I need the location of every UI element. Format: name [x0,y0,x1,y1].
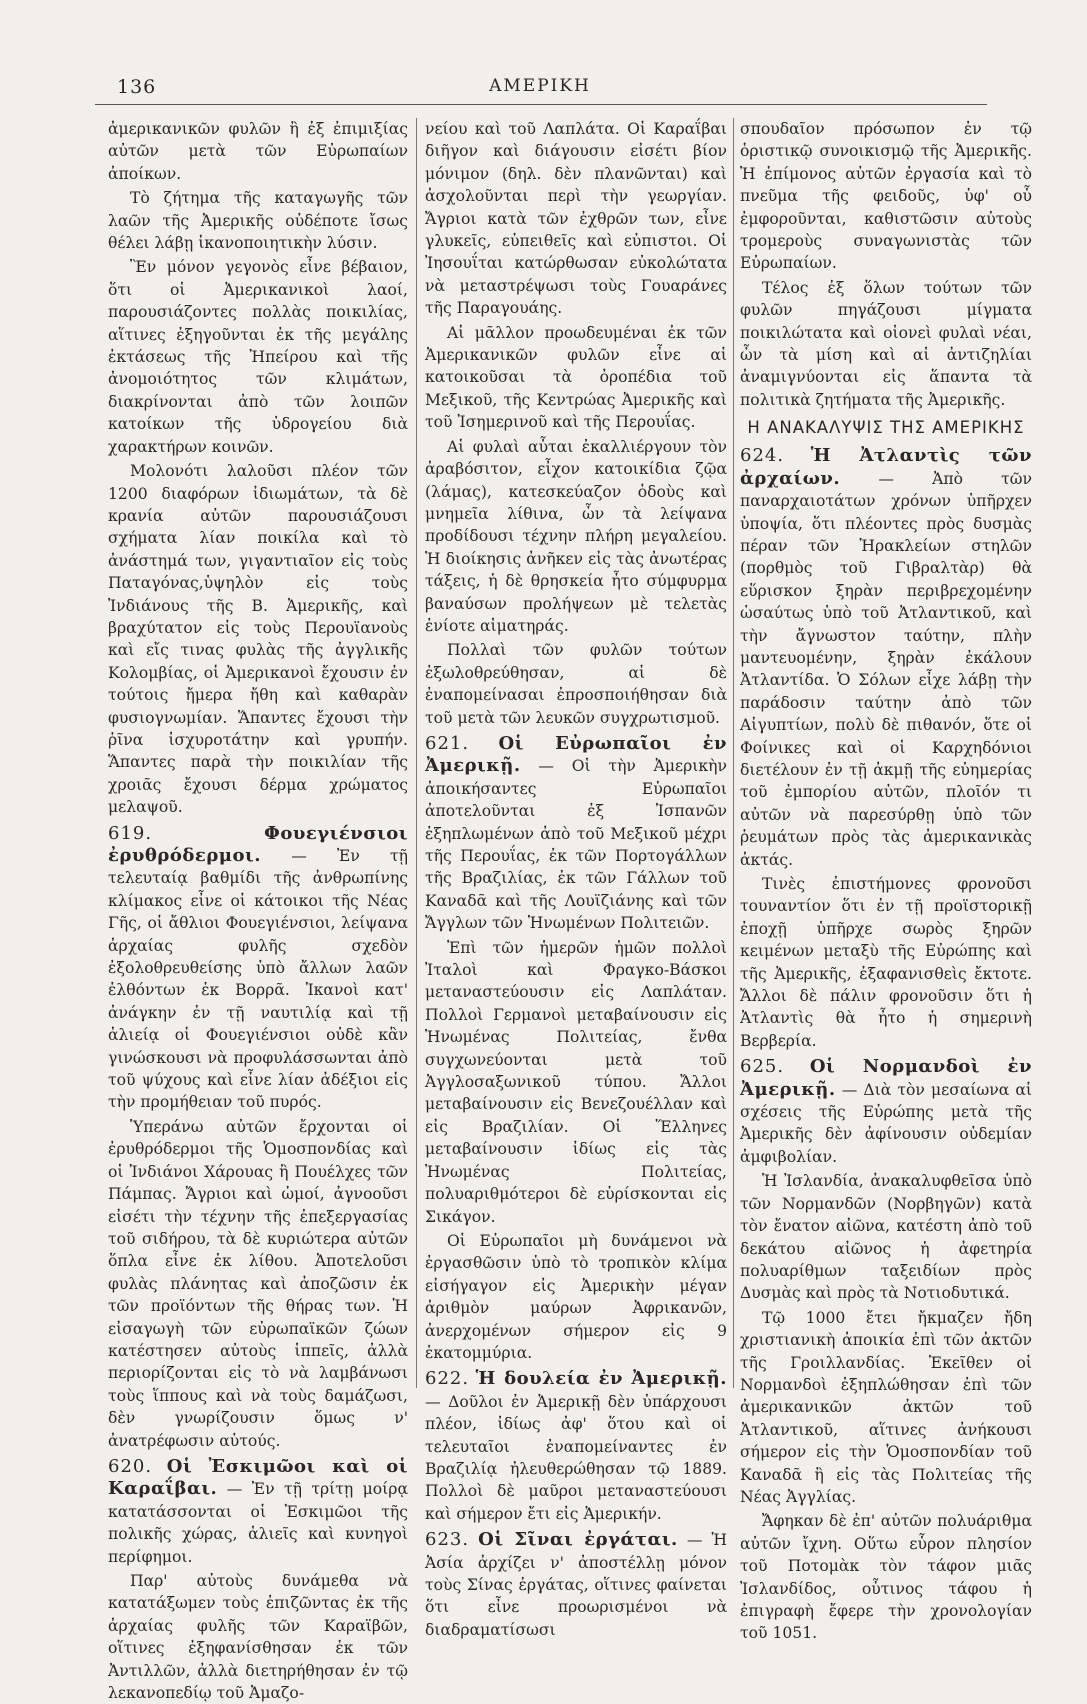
entry-title: Οἱ Νορμανδοὶ ἐν Ἀμερικῇ. [740,1056,1032,1100]
entry-622 [425,1368,727,1525]
paragraph: Ὑπεράνω αὐτῶν ἔρχονται οἱ ἐρυθρόδερμοι τῆς Ὁμοσπονδίας καὶ οἱ Ἰνδιάνοι Χάρουας ἢ Πουέλχες τῶν Πάμπας. Ἄγριοι καὶ ὠμοί, ἀγνοοῦσι εἰσέτι τὴν τέχνην τῆς ἐπεξεργασίας τοῦ σιδήρου, τὰ δὲ κυριώτερα αὐτῶν ὅπλα εἶνε ἐκ λίθου. Ἀποτελοῦσι φυλὰς πλάνητας καὶ ἀποζῶσιν ἐκ τῶν προϊόντων τῆς θήρας των. Ἡ εἰσαγωγὴ τῶν εὐρωπαϊκῶν ζώων κατέστησεν αὐτοὺς ἱππεῖς, ἀλλὰ περιορίζονται εἰς τὸ νὰ λαμβάνωσι τοὺς ἵππους καὶ νὰ τοὺς δαμάζωσι, δὲν γνωρίζουσιν ὅμως ν' ἀνατρέφωσιν αὐτούς. [108,1117,408,1450]
entry-number: 622. [425,1368,470,1390]
entry-number: 621. [425,732,470,754]
entry-title: Φουεγιένσιοι ἐρυθρόδερμοι. [108,822,408,866]
paragraph: Τὸ ζήτημα τῆς καταγωγῆς τῶν λαῶν τῆς Ἀμερικῆς οὐδέποτε ἴσως θέλει λάβῃ ἱκανοποιητικὴν λύσιν. [108,189,408,253]
text-column-3 [740,118,1032,1643]
running-head: ΑΜΕΡΙΚΗ [489,76,591,96]
entry-621 [425,733,727,935]
entry-number: 624. [740,445,785,467]
entry-title: Οἱ Σῖναι ἐργάται. [478,1529,678,1551]
header-rule [95,104,987,105]
entry-625 [740,1056,1032,1168]
entry-number: 625. [740,1056,785,1078]
entry-620 [108,1456,408,1568]
entry-text: — Διὰ τὸν μεσαίωνα αἱ σχέσεις τῆς Εὐρώπης μετὰ τῆς Ἀμερικῆς δὲν ἀφίνουσιν οὐδεμίαν ἀμφιβολίαν. [740,1080,1032,1166]
paragraph: Ἄφηκαν δὲ ἐπ' αὐτῶν πολυάριθμα αὐτῶν ἴχνη. Οὕτω εὗρον πλησίον τοῦ Ποτομὰκ τὸν τάφον μιᾶς Ἰσλανδίδος, οὗτινος τάφου ἡ ἐπιγραφὴ ἔφερε τὴν χρονολογίαν τοῦ 1051. [740,1512,1032,1643]
column-divider [733,118,734,1388]
entry-text: — Ἀπὸ τῶν παναρχαιοτάτων χρόνων ὑπῆρχεν ὑποψία, ὅτι πλέοντες πρὸς δυσμὰς πέραν τῶν Ἡρακλείων στηλῶν (πορθμὸς τοῦ Γιβραλτὰρ) θὰ εὕρισκον ξηρὰν περιβρεχομένην ὡσαύτως ὑπὸ τοῦ Ἀτλαντικοῦ, καὶ τὴν ἄγνωστον ταύτην, πλὴν μαντευομένην, ξηρὰν ἐκάλουν Ἀτλαντίδα. Ὁ Σόλων εἶχε λάβῃ τὴν παράδοσιν ταύτην ἀπὸ τῶν Αἰγυπτίων, πολὺ δὲ πιθανόν, ὅτε οἱ Φοίνικες καὶ οἱ Καρχηδόνιοι διετέλουν ἐν τῇ ἀκμῇ τῆς εὐημερίας τοῦ ἐμπορίου αὐτῶν, πλοῖόν τι αὐτῶν νὰ παρεσύρθῃ ὑπὸ τῶν ῥευμάτων πρὸς τὰς ἀμερικανικὰς ἀκτάς. [740,469,1032,869]
entry-title: Οἱ Ἐσκιμῶοι καὶ οἱ Καραΐβαι. [108,1455,408,1500]
text-column-1 [108,118,408,1703]
paragraph: Ἓν μόνον γεγονὸς εἶνε βέβαιον, ὅτι οἱ Ἀμερικανικοὶ λαοί, παρουσιάζοντες πολλὰς ποικιλίας, αἵτινες ἐξηγοῦνται ἐκ τῆς μεγάλης ἐκτάσεως τῆς Ἠπείρου καὶ τῆς ἀνομοιότητος τῶν κλιμάτων, διακρίνονται ἀπὸ τῶν λοιπῶν κατοίκων τῆς ὑδρογείου διὰ χαρακτήρων κοινῶν. [108,258,408,456]
entry-624 [740,445,1032,871]
entry-title: Ἡ Ἀτλαντὶς τῶν ἀρχαίων. [740,445,1032,489]
paragraph: Πολλαὶ τῶν φυλῶν τούτων ἐξωλοθρεύθησαν, αἱ δὲ ἐναπομείνασαι ἐπροσποιήθησαν διὰ τοῦ μετὰ τῶν λευκῶν συγχρωτισμοῦ. [425,641,727,727]
paragraph: σπουδαῖον πρόσωπον ἐν τῷ ὁριστικῷ συνοικισμῷ τῆς Ἀμερικῆς. Ἡ ἐπίμονος αὐτῶν ἐργασία καὶ τὸ πνεῦμα τῆς φειδοῦς, ὑφ' οὗ ἐμφοροῦνται, καθιστῶσιν αὐτοὺς τρομεροὺς συναγωνιστὰς τῶν Εὐρωπαίων. [740,120,1032,273]
entry-text: — Ἡ Ἀσία ἀρχίζει ν' ἀποστέλλῃ μόνον τοὺς Σίνας ἐργάτας, οἵτινες φαίνεται ὅτι εἶνε προωρισμένοι νὰ διαδραματίσωσι [425,1531,728,1639]
paragraph: Παρ' αὐτοὺς δυνάμεθα νὰ κατατάξωμεν τοὺς ἐπιζῶντας ἐκ τῆς ἀρχαίας φυλῆς τῶν Καραϊβῶν, οἵτινες ἐξηφανίσθησαν ἐκ τῶν Ἀντιλλῶν, ἀλλὰ διετηρήθησαν ἐν τῷ λεκανοπεδίῳ τοῦ Ἀμαζο- [108,1572,408,1703]
entry-text: — Οἱ τὴν Ἀμερικὴν ἀποικήσαντες Εὐρωπαῖοι ἀποτελοῦνται ἐξ Ἰσπανῶν ἐξηπλωμένων ἀπὸ τοῦ Μεξικοῦ μέχρι τῆς Περουΐας, ἐκ τῶν Πορτογάλλων τῆς Βραζιλίας, ἐκ τῶν Γάλλων τοῦ Καναδᾶ καὶ τῆς Λουϊζιάνης καὶ τῶν Ἄγγλων τῶν Ἡνωμένων Πολιτειῶν. [425,757,727,933]
paragraph: Αἱ μᾶλλον προωδευμέναι ἐκ τῶν Ἀμερικανικῶν φυλῶν εἶνε αἱ κατοικοῦσαι τὰ ὀροπέδια τοῦ Μεξικοῦ, τῆς Κεντρώας Ἀμερικῆς καὶ τοῦ Ἰσημερινοῦ καὶ τῆς Περουΐας. [425,323,727,432]
text-column-2 [425,118,728,1639]
paragraph: νείου καὶ τοῦ Λαπλάτα. Οἱ Καραΐβαι διῆγον καὶ διάγουσιν εἰσέτι βίον μόνιμον (δηλ. δὲν πλανῶνται) καὶ ἀσχολοῦνται περὶ τὴν γεωργίαν. Ἄγριοι κατὰ τῶν ἐχθρῶν των, εἶνε γλυκεῖς, εὐπειθεῖς καὶ εὐπιστοι. Οἱ Ἰησουΐται κατώρθωσαν εὐκολώτατα νὰ μεταστρέψωσι τοὺς Γουαράνες τῆς Παραγουάης. [425,120,727,318]
entry-text: — Δοῦλοι ἐν Ἀμερικῇ δὲν ὑπάρχουσι πλέον, ἰδίως ἀφ' ὅτου καὶ οἱ τελευταῖοι ἐναπομείναντες ἐν Βραζιλίᾳ ἠλευθερώθησαν τῷ 1889. Πολλοὶ δὲ μαῦροι μεταναστεύουσι καὶ σήμερον ἔτι εἰς Ἀμερικήν. [425,1392,727,1523]
page-header [95,76,985,106]
paragraph: Οἱ Εὐρωπαῖοι μὴ δυνάμενοι νὰ ἐργασθῶσιν ὑπὸ τὸ τροπικὸν κλίμα εἰσήγαγον εἰς Ἀμερικὴν μέγαν ἀριθμὸν μαύρων Ἀφρικανῶν, ἀνερχομένων σήμερον εἰς 9 ἑκατομμύρια. [425,1231,727,1362]
paragraph: Τέλος ἐξ ὅλων τούτων τῶν φυλῶν πηγάζουσι μίγματα ποικιλώτατα καὶ οἱονεὶ φυλαὶ νέαι, ὧν τὰ μίση καὶ αἱ ἀντιζηλίαι ἀναμιγνύονται εἰς ἅπαντα τὰ πολιτικὰ ζητήματα τῆς Ἀμερικῆς. [740,278,1032,409]
paragraph: Τινὲς ἐπιστήμονες φρονοῦσι τουναντίον ὅτι ἐν τῇ προϊστορικῇ ἐποχῇ ὑπῆρχε σωρὸς ξηρῶν κειμένων μεταξὺ τῆς Εὐρώπης καὶ τῆς Ἀμερικῆς, ἐξαφανισθεὶς ἔκτοτε. Ἄλλοι δὲ πάλιν φρονοῦσιν ὅτι ἡ Ἀτλαντὶς θὰ ἦτο ἡ σημερινὴ Βερβερία. [740,875,1032,1050]
paragraph: Μολονότι λαλοῦσι πλέον τῶν 1200 διαφόρων ἰδιωμάτων, τὰ δὲ κρανία αὐτῶν παρουσιάζουσι σχήματα λίαν ποικίλα καὶ τὸ ἀνάστημά των, γιγαντιαῖον εἰς τοὺς Παταγόνας,ὑψηλὸν εἰς τοὺς Ἰνδιάνους τῆς Β. Ἀμερικῆς, καὶ βραχύτατον εἰς τοὺς Περουϊανοὺς καὶ εἴς τινας φυλὰς τῆς ἀγγλικῆς Κολομβίας, οἱ Ἀμερικανοὶ ἔχουσιν ἐν τούτοις ἤμερα ἤθη καὶ καθαρὰν φυσιογνωμίαν. Ἅπαντες ἔχουσι τὴν ῥῖνα ἰσχυροτάτην καὶ γρυπήν. Ἅπαντες παρὰ τὴν ποικιλίαν τῆς χροιᾶς ἔχουσι δέρμα χρώματος μελαψοῦ. [108,462,408,817]
entry-number: 623. [425,1529,470,1551]
column-divider [416,118,417,1388]
entry-623 [425,1529,727,1641]
paragraph: Ἡ Ἰσλανδία, ἀνακαλυφθεῖσα ὑπὸ τῶν Νορμανδῶν (Νορβηγῶν) κατὰ τὸν ἔνατον αἰῶνα, κατέστη ἀπὸ τοῦ δεκάτου αἰῶνος ἡ ἀφετηρία πολυαρίθμων ταξειδίων πρὸς Δυσμὰς καὶ πρὸς τὰ Νοτιοδυτικά. [740,1172,1032,1303]
entry-text: — Ἐν τῇ τρίτῃ μοίρᾳ κατατάσσονται οἱ Ἐσκιμῶοι τῆς πολικῆς χώρας, ἁλιεῖς καὶ κυνηγοὶ περίφημοι. [108,1480,408,1566]
section-heading: Η ΑΝΑΚΑΛΥΨΙΣ ΤΗΣ ΑΜΕΡΙΚΗΣ [747,418,1025,438]
paragraph: Ἐπὶ τῶν ἡμερῶν ἡμῶν πολλοὶ Ἰταλοὶ καὶ Φραγκο-Βάσκοι μεταναστεύουσιν εἰς Λαπλάταν. Πολλοὶ Γερμανοὶ μεταβαίνουσιν εἰς Ἡνωμένας Πολιτείας, ἔνθα συγχωνεύονται μετὰ τοῦ Ἀγγλοσαξωνικοῦ τύπου. Ἄλλοι μεταβαίνουσιν εἰς Βενεζουέλλαν καὶ εἰς Βραζιλίαν. Οἱ Ἕλληνες μεταβαίνουσιν ἰδίως εἰς τὰς Ἡνωμένας Πολιτείας, πολυαριθμότεροι δὲ εὑρίσκονται εἰς Σικάγον. [425,938,727,1226]
entry-number: 619. [108,822,153,844]
page-number: 136 [117,76,157,98]
entry-619 [108,823,408,1114]
entry-title: Ἡ δουλεία ἐν Ἀμερικῇ. [475,1368,727,1390]
entry-title: Οἱ Εὐρωπαῖοι ἐν Ἀμερικῇ. [425,732,727,777]
entry-number: 620. [108,1455,153,1477]
paragraph: ἀμερικανικῶν φυλῶν ἢ ἐξ ἐπιμιξίας αὐτῶν μετὰ τῶν Εὐρωπαίων ἀποίκων. [108,120,408,183]
entry-text: — Ἐν τῇ τελευταίᾳ βαθμίδι τῆς ἀνθρωπίνης κλίμακος εἶνε οἱ κάτοικοι τῆς Νέας Γῆς, οἱ ἄθλιοι Φουεγιένσιοι, λείψανα ἀρχαίας φυλῆς σχεδὸν ἐξολοθρευθείσης ὑπὸ ἄλλων λαῶν ἐλθόντων ἐκ Βορρᾶ. Ἱκανοὶ κατ' ἀνάγκην ἐν τῇ ναυτιλίᾳ καὶ τῇ ἁλιείᾳ οἱ Φουεγιένσιοι οὐδὲ κἂν γινώσκουσι νὰ προφυλάσσωνται ἀπὸ τοῦ ψύχους καὶ εἶνε λίαν ἀδέξιοι εἰς τὴν προμήθειαν τοῦ πυρός. [108,847,408,1112]
paragraph: Τῷ 1000 ἔτει ἤκμαζεν ἤδη χριστιανικὴ ἀποικία ἐπὶ τῶν ἀκτῶν τῆς Γροιλλανδίας. Ἐκεῖθεν οἱ Νορμανδοὶ ἐξηπλώθησαν ἐπὶ τῶν ἀμερικανικῶν ἀκτῶν τοῦ Ἀτλαντικοῦ, αἵτινες ἀνήκουσι σήμερον εἰς τὴν Ὁμοσπονδίαν τοῦ Καναδᾶ ἢ εἰς τὰς Πολιτείας τῆς Νέας Ἀγγλίας. [740,1308,1032,1506]
paragraph: Αἱ φυλαὶ αὗται ἐκαλλιέργουν τὸν ἀραβόσιτον, εἶχον κατοικίδια ζῷα (λάμας), κατεσκεύαζον ὁδοὺς καὶ μνημεῖα λίθινα, ὧν τὰ λείψανα προδίδουσι τέχνην πλήρη μεγαλείου. Ἡ διοίκησις ἀνῆκεν εἰς τὰς ἀνωτέρας τάξεις, ἡ δὲ θρησκεία ἦτο σύμφυρμα βαναύσων προλήψεων μὲ τελετὰς ἐνίοτε αἱματηράς. [425,437,727,635]
